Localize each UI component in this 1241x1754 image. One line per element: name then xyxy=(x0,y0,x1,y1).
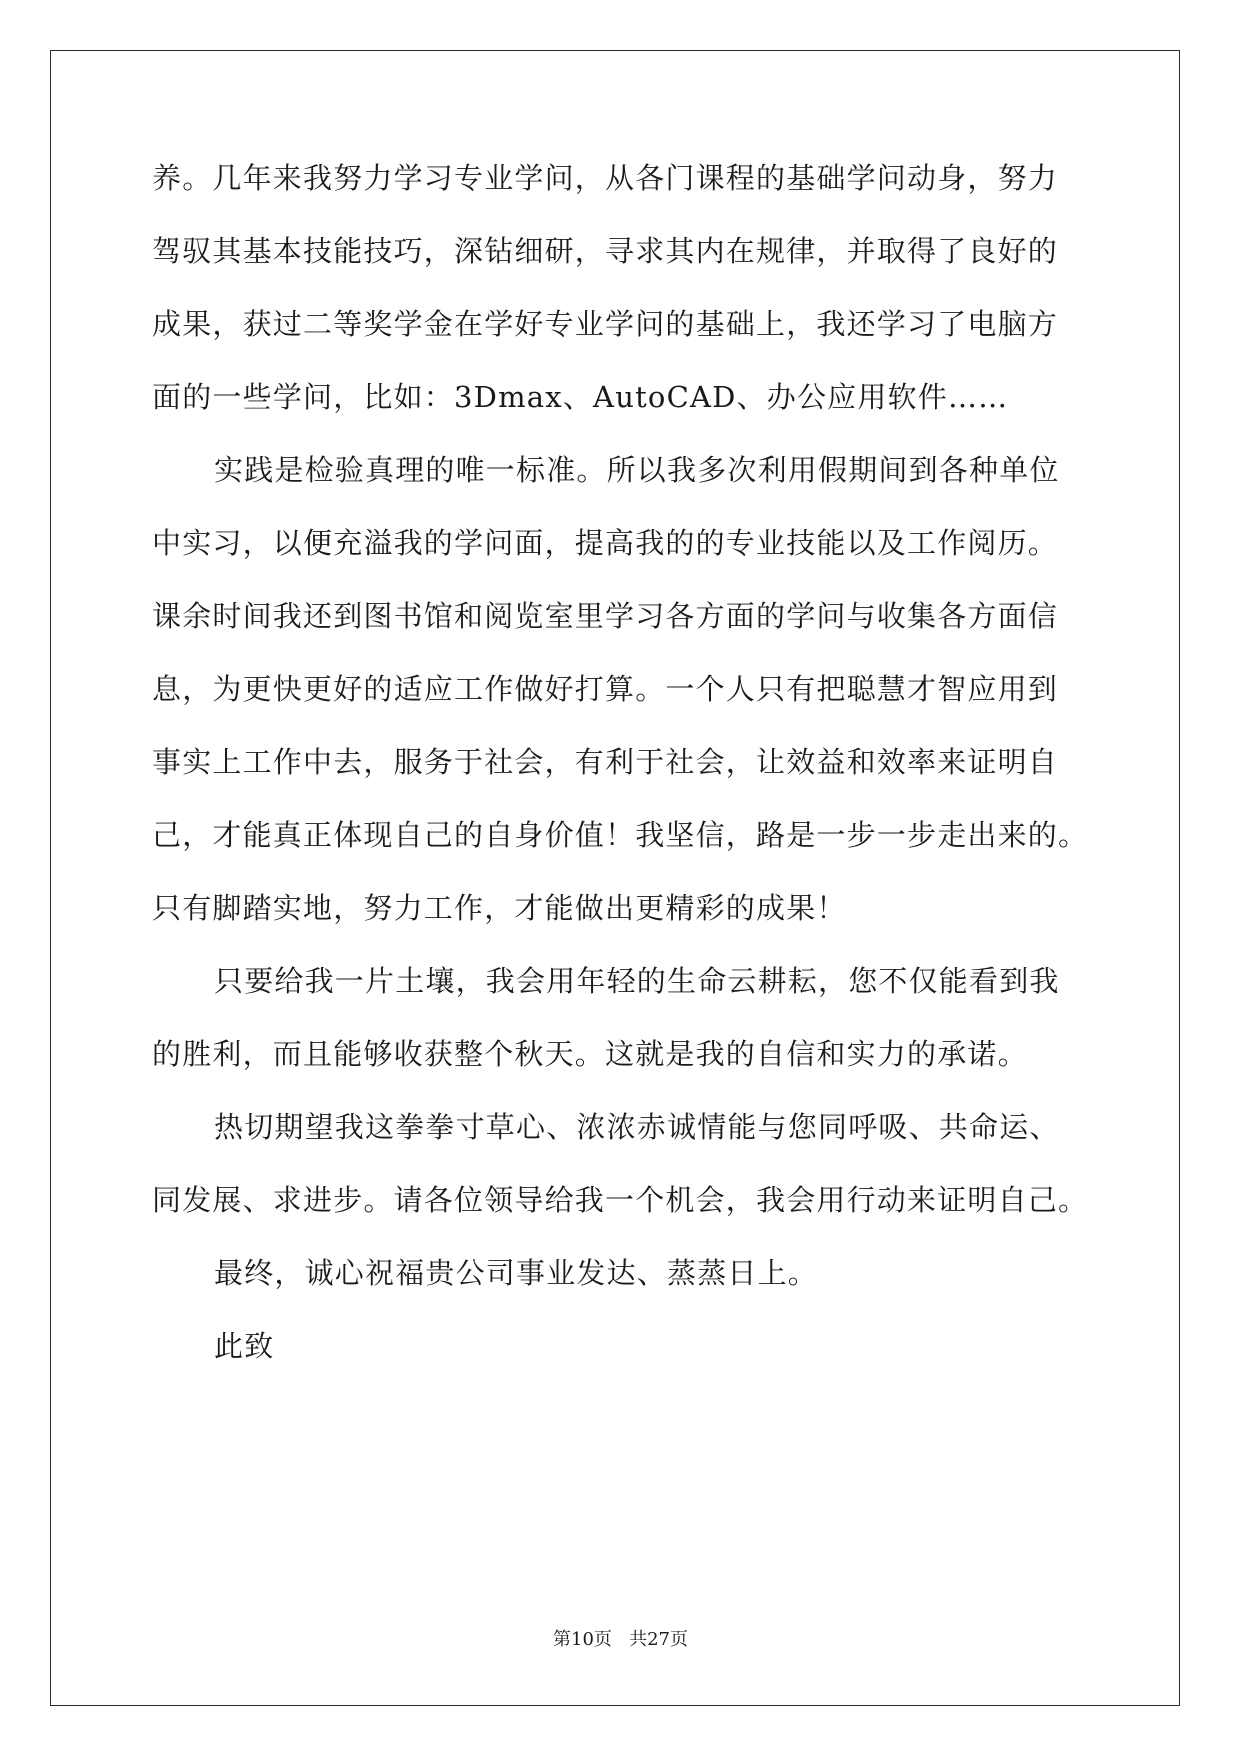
paragraph-line: 的胜利，而且能够收获整个秋天。这就是我的自信和实力的承诺。 xyxy=(152,1037,1028,1071)
paragraph-line: 面的一些学问，比如：3Dmax、AutoCAD、办公应用软件…… xyxy=(152,380,1009,414)
paragraph-line: 实践是检验真理的唯一标准。所以我多次利用假期间到各种单位 xyxy=(214,453,1060,487)
page-number-footer: 第10页 共27页 xyxy=(553,1629,688,1650)
paragraph-line: 中实习，以便充溢我的学问面，提高我的的专业技能以及工作阅历。 xyxy=(152,526,1059,560)
closing-salutation: 此致 xyxy=(214,1329,275,1363)
paragraph-line: 己，才能真正体现自己的自身价值！我坚信，路是一步一步走出来的。 xyxy=(152,818,1089,852)
page-border xyxy=(50,50,1180,1706)
paragraph-line: 成果，获过二等奖学金在学好专业学问的基础上，我还学习了电脑方 xyxy=(152,307,1059,341)
paragraph-line: 事实上工作中去，服务于社会，有利于社会，让效益和效率来证明自 xyxy=(152,745,1059,779)
paragraph-line: 只有脚踏实地，努力工作，才能做出更精彩的成果！ xyxy=(152,891,847,925)
paragraph-line: 养。几年来我努力学习专业学问，从各门课程的基础学问动身，努力 xyxy=(152,161,1059,195)
paragraph-line: 热切期望我这拳拳寸草心、浓浓赤诚情能与您同呼吸、共命运、 xyxy=(214,1110,1060,1144)
paragraph-line: 只要给我一片土壤，我会用年轻的生命云耕耘，您不仅能看到我 xyxy=(214,964,1060,998)
paragraph-line: 驾驭其基本技能技巧，深钻细研，寻求其内在规律，并取得了良好的 xyxy=(152,234,1059,268)
paragraph-line: 息，为更快更好的适应工作做好打算。一个人只有把聪慧才智应用到 xyxy=(152,672,1059,706)
paragraph-line: 最终，诚心祝福贵公司事业发达、蒸蒸日上。 xyxy=(214,1256,819,1290)
paragraph-line: 课余时间我还到图书馆和阅览室里学习各方面的学问与收集各方面信 xyxy=(152,599,1059,633)
paragraph-line: 同发展、求进步。请各位领导给我一个机会，我会用行动来证明自己。 xyxy=(152,1183,1089,1217)
